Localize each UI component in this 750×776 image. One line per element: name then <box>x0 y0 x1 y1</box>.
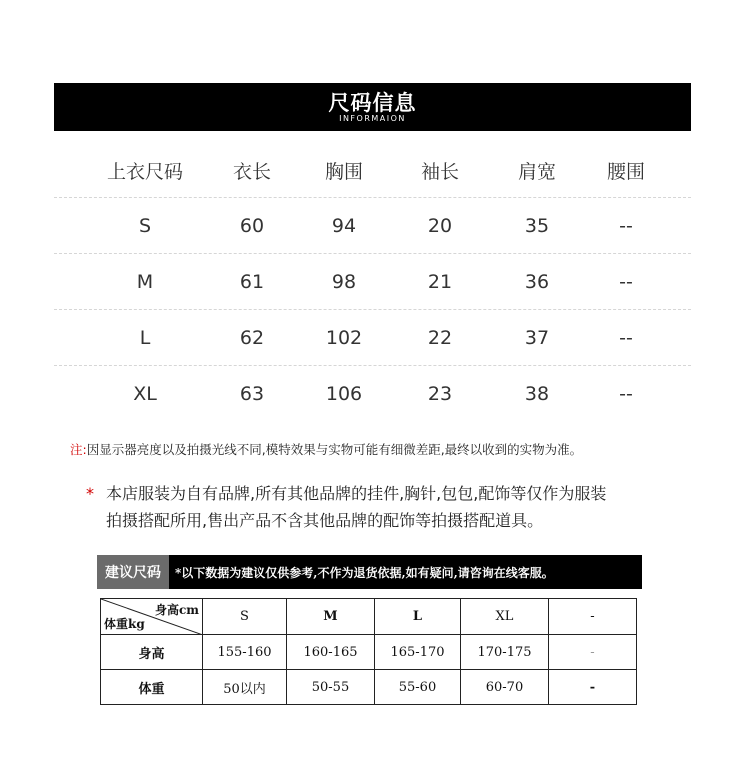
table-cell: 36 <box>524 270 550 293</box>
table-cell: 98 <box>331 270 357 293</box>
table-cell: M <box>136 270 154 293</box>
size-header: - <box>549 599 637 635</box>
header-cell: 衣长 <box>232 160 272 183</box>
table-cell: -- <box>619 326 633 349</box>
asterisk-icon: * <box>86 484 94 503</box>
disclaimer-line-2: 拍摄搭配所用,售出产品不含其他品牌的配饰等拍摄搭配道具。 <box>106 511 544 530</box>
recommend-title: 建议尺码 <box>97 555 169 589</box>
corner-height-label: 身高cm <box>154 603 199 617</box>
header-cell: 腰围 <box>606 160 646 183</box>
table-cell: 170-175 <box>461 635 549 670</box>
table-cell: 165-170 <box>375 635 461 670</box>
table-row <box>54 366 691 421</box>
table-row <box>54 310 691 366</box>
table-cell: XL <box>133 382 157 405</box>
table-cell: 55-60 <box>375 670 461 705</box>
size-table <box>54 143 691 421</box>
banner-subtitle: INFORMAION <box>339 114 406 123</box>
row-label: 体重 <box>101 670 203 705</box>
recommend-header <box>97 555 642 589</box>
table-row <box>54 198 691 254</box>
table-cell: 60-70 <box>461 670 549 705</box>
header-cell: 上衣尺码 <box>106 160 184 183</box>
table-cell: 20 <box>427 214 453 237</box>
size-header: M <box>287 599 375 635</box>
recommend-table <box>100 598 637 705</box>
table-cell: 37 <box>524 326 550 349</box>
table-cell: 106 <box>325 382 363 405</box>
table-cell: S <box>138 214 152 237</box>
table-cell: -- <box>619 382 633 405</box>
corner-weight-label: 体重kg <box>104 617 145 631</box>
table-row <box>101 599 637 635</box>
table-cell: 35 <box>524 214 550 237</box>
table-cell: 50-55 <box>287 670 375 705</box>
table-cell: 102 <box>325 326 363 349</box>
table-cell: 155-160 <box>203 635 287 670</box>
table-row <box>101 635 637 670</box>
size-header: L <box>375 599 461 635</box>
table-cell: 38 <box>524 382 550 405</box>
table-cell: 160-165 <box>287 635 375 670</box>
recommend-note: *以下数据为建议仅供参考,不作为退货依据,如有疑问,请咨询在线客服。 <box>175 565 554 580</box>
table-cell: 94 <box>331 214 357 237</box>
table-row <box>54 254 691 310</box>
table-cell: -- <box>619 214 633 237</box>
table-cell: - <box>549 670 637 705</box>
table-cell: - <box>549 635 637 670</box>
row-label: 身高 <box>101 635 203 670</box>
header-cell: 袖长 <box>420 160 460 183</box>
note-text: 因显示器亮度以及拍摄光线不同,模特效果与实物可能有细微差距,最终以收到的实物为准。 <box>86 442 583 457</box>
table-cell: -- <box>619 270 633 293</box>
size-header: XL <box>461 599 549 635</box>
table-row <box>101 670 637 705</box>
note-prefix: 注: <box>70 442 87 457</box>
table-cell: 23 <box>427 382 453 405</box>
corner-cell <box>101 599 203 635</box>
table-cell: 62 <box>239 326 265 349</box>
header-cell: 肩宽 <box>517 160 557 183</box>
header-banner <box>54 83 691 131</box>
banner-title: 尺码信息 <box>328 91 417 115</box>
table-cell: 21 <box>427 270 453 293</box>
table-cell: L <box>139 326 151 349</box>
table-cell: 63 <box>239 382 265 405</box>
header-cell: 胸围 <box>324 160 364 183</box>
size-table-header <box>54 143 691 198</box>
table-cell: 50以内 <box>203 670 287 705</box>
table-cell: 61 <box>239 270 265 293</box>
display-note <box>70 440 582 458</box>
table-cell: 22 <box>427 326 453 349</box>
table-cell: 60 <box>239 214 265 237</box>
disclaimer-line-1: 本店服装为自有品牌,所有其他品牌的挂件,胸针,包包,配饰等仅作为服装 <box>106 484 607 503</box>
size-header: S <box>203 599 287 635</box>
